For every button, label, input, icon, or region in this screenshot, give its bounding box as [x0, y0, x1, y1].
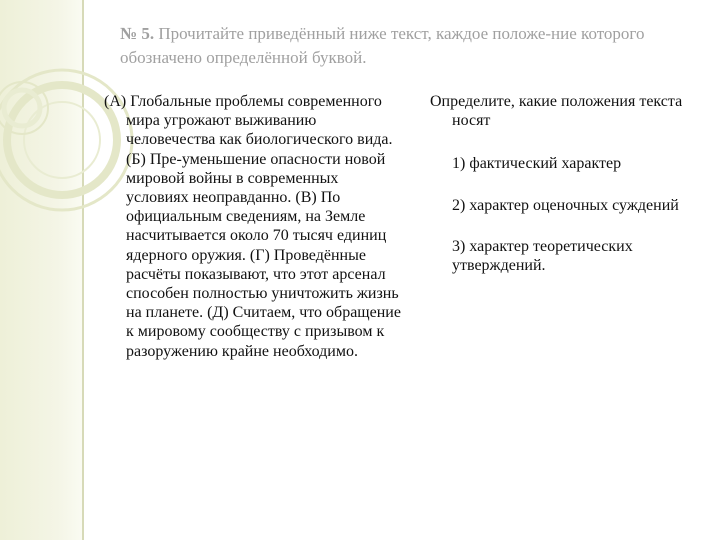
question-column: [430, 92, 715, 275]
source-text: (А) Глобальные проблемы современного мира угрожают выживанию человечества как биологического вида. (Б) Пре-уменьшение опасности новой мировой войны в современных условиях неоправданно. (В) По официальным сведениям, на Земле насчитывается около 70 тысяч единиц ядерного оружия. (Г) Проведённые расчёты показывают, что этот арсенал способен полностью уничтожить жизнь на планете. (Д) Считаем, что обращение к мировому сообществу с призывом к разоружению крайне необходимо.: [104, 93, 401, 360]
option-theoretical: 3) характер теоретических утверждений.: [452, 237, 633, 275]
task-number: № 5.: [120, 24, 155, 43]
option-evaluative: 2) характер оценочных суждений: [452, 196, 679, 214]
option-factual: 1) фактический характер: [452, 155, 622, 173]
source-text-column: [104, 92, 404, 361]
decorative-ring: [24, 102, 100, 178]
question-heading: Определите, какие положения текста носят: [430, 93, 683, 130]
task-instruction: Прочитайте приведённый ниже текст, каждое положе-ние которого обозначено определённой буквой.: [120, 24, 645, 67]
slide-title: [120, 22, 700, 70]
